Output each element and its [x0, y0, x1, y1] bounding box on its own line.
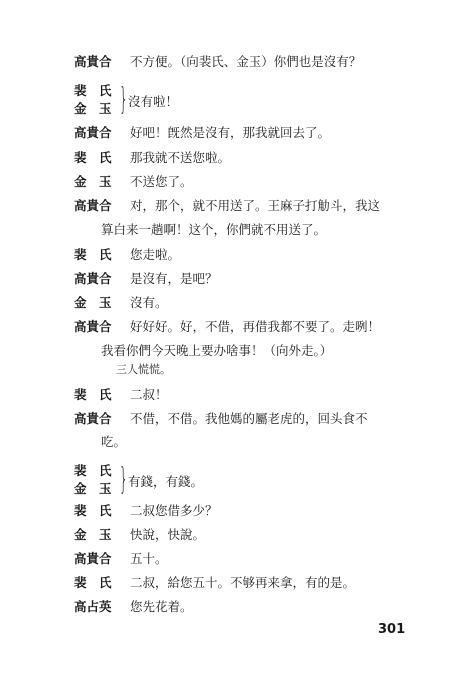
- dialogue-text: 您先花着。: [130, 599, 193, 614]
- speaker-name: 裴 氏: [74, 150, 112, 165]
- dialogue-text: 沒有啦！: [128, 94, 179, 109]
- dialogue-text: 您走啦。: [130, 247, 181, 262]
- speaker-name: 高貴合: [74, 198, 112, 213]
- speaker-name: 金 玉: [74, 295, 112, 310]
- dialogue-text: 对，那个，就不用送了。王麻子打觔斗，我这: [130, 198, 381, 213]
- dialogue-text: 算白来一趟啊！这个，你們就不用送了。: [101, 222, 327, 237]
- speaker-name: 高貴合: [74, 125, 112, 140]
- speaker-name: 高貴合: [74, 54, 112, 69]
- dialogue-text: 有錢，有錢。: [128, 474, 204, 489]
- dialogue-text: 是沒有，是吧？: [130, 271, 218, 286]
- speaker-name: 金 玉: [74, 527, 112, 542]
- speaker-name: 裴 氏: [74, 503, 112, 518]
- dialogue-text: 吃。: [101, 434, 127, 449]
- dialogue-text: 不借，不借。我他媽的屬老虎的，回头食不: [130, 411, 368, 426]
- speaker-name: 高貴合: [74, 271, 112, 286]
- dialogue-text: 好好好。好，不借，再借我都不要了。走咧！: [130, 319, 381, 334]
- speaker-name: 金 玉: [74, 101, 112, 116]
- speaker-name: 高占英: [74, 599, 112, 614]
- dialogue-text: 好吧！旣然是沒有，那我就回去了。: [130, 125, 331, 140]
- stage-text: 三人慌慌。: [116, 363, 171, 376]
- dialogue-text: 二叔！: [130, 387, 168, 402]
- speaker-name: 裴 氏: [74, 463, 112, 478]
- speaker-name: 裴 氏: [74, 247, 112, 262]
- speaker-name: 裴 氏: [74, 387, 112, 402]
- speaker-name: 裴 氏: [74, 83, 112, 98]
- dialogue-text: 快說，快說。: [130, 527, 206, 542]
- dialogue-text: 那我就不送您啦。: [130, 150, 231, 165]
- dialogue-text: 不送您了。: [130, 174, 193, 189]
- page-number: 301: [378, 622, 406, 637]
- dialogue-text: 沒有。: [130, 295, 168, 310]
- speaker-name: 金 玉: [74, 481, 112, 496]
- speaker-name: 高貴合: [74, 319, 112, 334]
- joint-dialogue: [0, 82, 475, 122]
- dialogue-text: 二叔，給您五十。不够再来拿，有的是。: [130, 575, 356, 590]
- speaker-name: 高貴合: [74, 551, 112, 566]
- speaker-name: 高貴合: [74, 411, 112, 426]
- joint-dialogue: [0, 462, 475, 502]
- dialogue-text: 二叔您借多少？: [130, 503, 218, 518]
- brace-icon: }: [119, 462, 128, 497]
- dialogue-text: 我看你們今天晚上要办啥事！（向外走。）: [101, 343, 333, 358]
- dialogue-text: 不方便。（向裴氏、金玉）你們也是沒有？: [130, 54, 362, 69]
- speaker-name: 裴 氏: [74, 575, 112, 590]
- dialogue-text: 五十。: [130, 551, 168, 566]
- speaker-name: 金 玉: [74, 174, 112, 189]
- brace-icon: }: [119, 82, 128, 117]
